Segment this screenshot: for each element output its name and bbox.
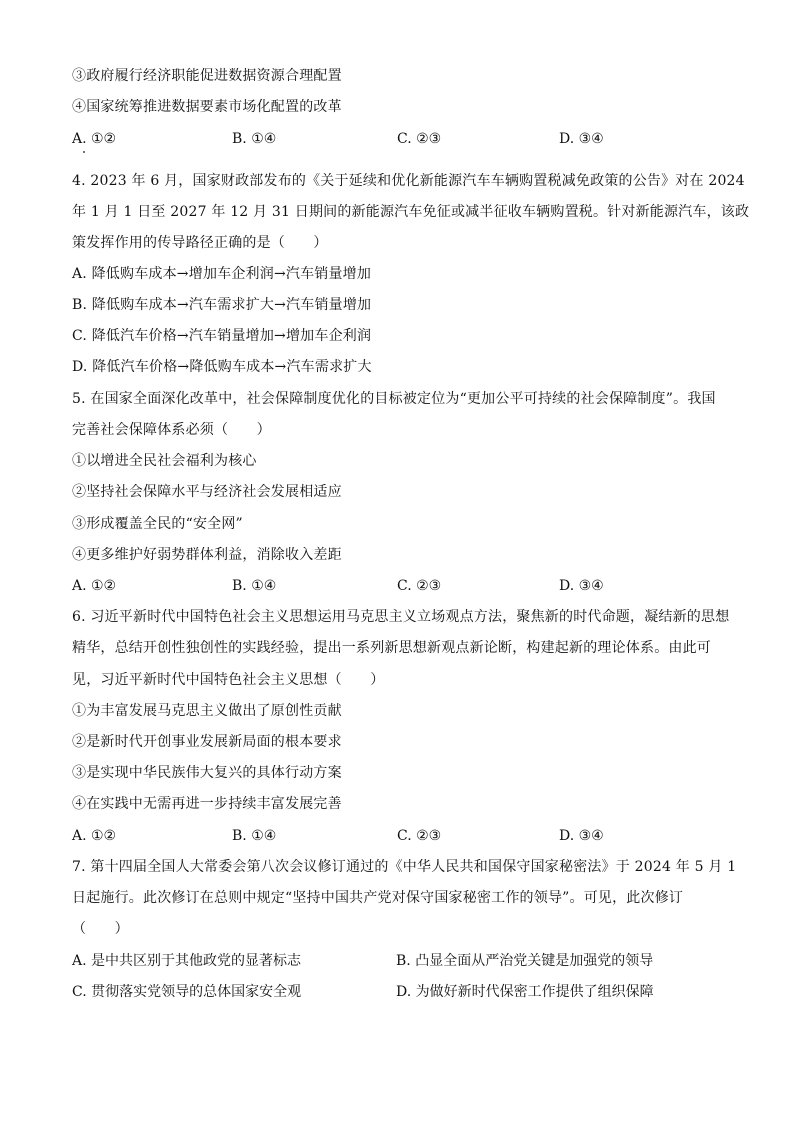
- q6-option-c[interactable]: C. ②③: [397, 828, 442, 844]
- stray-mark: [83, 151, 85, 153]
- q5-item-3: ③形成覆盖全民的“安全网”: [72, 516, 243, 532]
- q3-option-a[interactable]: A. ①②: [72, 131, 117, 147]
- q7-option-a[interactable]: A. 是中共区别于其他政党的显著标志: [72, 953, 302, 969]
- q4-stem-line-1: 4. 2023 年 6 月，国家财政部发布的《关于延续和优化新能源汽车车辆购置税减免政策的公告》对在 2024: [72, 173, 745, 189]
- q6-item-2: ②是新时代开创事业发展新局面的根本要求: [72, 734, 342, 750]
- q6-options: [72, 826, 732, 846]
- q7-option-c[interactable]: C. 贯彻落实党领导的总体国家安全观: [72, 984, 302, 1000]
- q3-item-3: ③政府履行经济职能促进数据资源合理配置: [72, 68, 342, 84]
- q6-item-4: ④在实践中无需再进一步持续丰富发展完善: [72, 796, 342, 812]
- q4-stem-line-2: 年 1 月 1 日至 2027 年 12 月 31 日期间的新能源汽车免征或减半征收车辆购置税。针对新能源汽车，该政: [72, 204, 750, 220]
- q5-option-a[interactable]: A. ①②: [72, 578, 117, 594]
- q6-stem-line-3: 见，习近平新时代中国特色社会主义思想（ ）: [72, 672, 385, 688]
- q5-stem-line-1: 5. 在国家全面深化改革中，社会保障制度优化的目标被定位为“更加公平可持续的社会保障制度”。我国: [72, 391, 716, 407]
- q5-option-d[interactable]: D. ③④: [559, 578, 604, 594]
- q3-option-c[interactable]: C. ②③: [397, 131, 442, 147]
- q6-item-1: ①为丰富发展马克思主义做出了原创性贡献: [72, 703, 342, 719]
- q4-option-c[interactable]: C. 降低汽车价格→汽车销量增加→增加车企利润: [72, 328, 372, 344]
- q5-item-1: ①以增进全民社会福利为核心: [72, 453, 257, 469]
- q7-stem-line-1: 7. 第十四届全国人大常委会第八次会议修订通过的《中华人民共和国保守国家秘密法》于 2024 年 5 月 1: [72, 859, 737, 875]
- q6-stem-line-2: 精华，总结开创性独创性的实践经验，提出一系列新思想新观点新论断，构建起新的理论体系。由此可: [72, 640, 711, 656]
- q3-options: [72, 129, 732, 149]
- q5-item-4: ④更多维护好弱势群体利益，消除收入差距: [72, 547, 342, 563]
- q6-option-d[interactable]: D. ③④: [559, 828, 604, 844]
- q7-stem-line-3: （ ）: [72, 921, 129, 937]
- q5-stem-line-2: 完善社会保障体系必须（ ）: [72, 422, 271, 438]
- q4-stem-line-3: 策发挥作用的传导路径正确的是（ ）: [72, 235, 328, 251]
- q3-option-d[interactable]: D. ③④: [559, 131, 604, 147]
- q6-option-a[interactable]: A. ①②: [72, 828, 117, 844]
- q3-option-b[interactable]: B. ①④: [232, 131, 277, 147]
- q6-stem-line-1: 6. 习近平新时代中国特色社会主义思想运用马克思主义立场观点方法，聚焦新的时代命题，凝结新的思想: [72, 609, 730, 625]
- q7-option-b[interactable]: B. 凸显全面从严治党关键是加强党的领导: [396, 953, 654, 969]
- q5-options: [72, 576, 732, 596]
- q5-item-2: ②坚持社会保障水平与经济社会发展相适应: [72, 484, 342, 500]
- q7-options-row-2: [72, 982, 732, 1002]
- q4-option-b[interactable]: B. 降低购车成本→汽车需求扩大→汽车销量增加: [72, 297, 372, 313]
- q4-option-a[interactable]: A. 降低购车成本→增加车企利润→汽车销量增加: [72, 266, 372, 282]
- q5-option-b[interactable]: B. ①④: [232, 578, 277, 594]
- q7-stem-line-2: 日起施行。此次修订在总则中规定“坚持中国共产党对保守国家秘密工作的领导”。可见，此次修订: [72, 890, 684, 906]
- q6-option-b[interactable]: B. ①④: [232, 828, 277, 844]
- q4-option-d[interactable]: D. 降低汽车价格→降低购车成本→汽车需求扩大: [72, 359, 372, 375]
- q7-options-row-1: [72, 951, 732, 971]
- q6-item-3: ③是实现中华民族伟大复兴的具体行动方案: [72, 765, 342, 781]
- q7-option-d[interactable]: D. 为做好新时代保密工作提供了组织保障: [396, 984, 654, 1000]
- q3-item-4: ④国家统筹推进数据要素市场化配置的改革: [72, 99, 342, 115]
- q5-option-c[interactable]: C. ②③: [397, 578, 442, 594]
